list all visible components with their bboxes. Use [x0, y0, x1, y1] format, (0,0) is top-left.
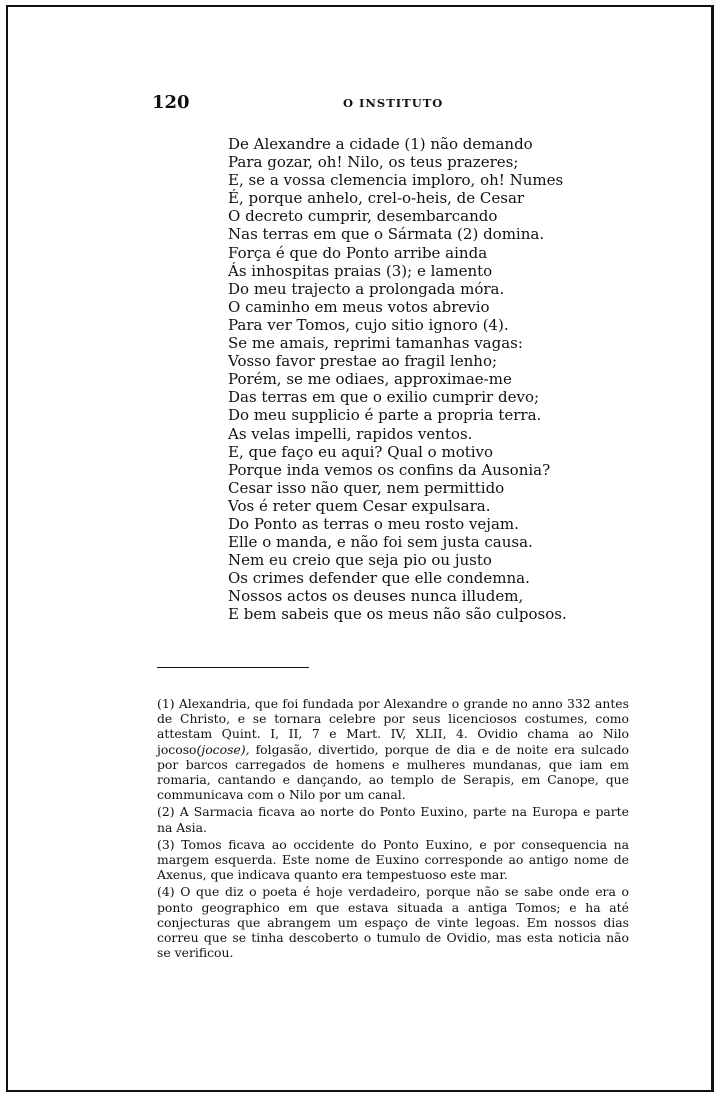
- footnote-1-text-b: folgasão, divertido, porque de dia e de noite era sulcado por barcos carregados de homens e mulheres mundanas, que iam em romaria, cantando e dançando, ao templo de Serapis, em Canope, que communicava com o Nilo por um canal.: [157, 741, 629, 803]
- page-header: [152, 92, 632, 116]
- poem-line: Vos é reter quem Cesar expulsara.: [228, 496, 491, 515]
- footnote-3: (3) Tomos ficava ao occidente do Ponto Euxino, e por consequencia na margem esquerda. Este nome de Euxino corresponde ao antigo nome de Axenus, que indicava quanto era tempestuoso este mar.: [157, 836, 629, 883]
- footnote-1-text-a: (1) Alexandria, que foi fundada por Alexandre o grande no anno 332 antes de Christo, e se tornara celebre por seus licenciosos costumes, como attestam Quint. I, II, 7 e Mart. IV, XLII, 4. Ovidio chama ao Nilo jocoso: [157, 696, 629, 757]
- poem-line: É, porque anhelo, crel-o-heis, de Cesar: [228, 189, 525, 208]
- footnote-divider: [157, 667, 309, 668]
- running-title: O INSTITUTO: [343, 96, 444, 110]
- poem-line: Força é que do Ponto arribe ainda: [228, 243, 488, 262]
- poem-line: De Alexandre a cidade (1) não demando: [228, 135, 533, 153]
- poem-line: Do meu supplicio é parte a propria terra.: [228, 406, 542, 425]
- poem-line: Ás inhospitas praias (3); e lamento: [228, 261, 493, 280]
- footnote-1-italic: (jocose),: [196, 741, 250, 757]
- poem: [228, 135, 628, 624]
- footnote-4: (4) O que diz o poeta é hoje verdadeiro, porque não se sabe onde era o ponto geographico em que estava situada a antiga Tomos; e ha até conjecturas que abrangem um espaço de vinte legoas. Em nossos dias correu que se tinha descoberto o tumulo de Ovidio, mas esta noticia não se verificou.: [157, 884, 629, 961]
- poem-line: Nossos actos os deuses nunca illudem,: [228, 587, 524, 606]
- poem-line: E, que faço eu aqui? Qual o motivo: [228, 442, 494, 461]
- poem-line: Nem eu creio que seja pio ou justo: [228, 551, 492, 570]
- poem-line: Para ver Tomos, cujo sitio ignoro (4).: [228, 315, 509, 334]
- footnotes: [157, 696, 629, 962]
- footnote-1: [157, 696, 629, 802]
- poem-line: Porque inda vemos os confins da Ausonia?: [228, 460, 551, 479]
- poem-line: Nas terras em que o Sármata (2) domina.: [228, 225, 545, 244]
- poem-line: Do meu trajecto a prolongada móra.: [228, 279, 505, 298]
- footnote-2: (2) A Sarmacia ficava ao norte do Ponto Euxino, parte na Europa e parte na Asia.: [157, 804, 629, 835]
- poem-line: E bem sabeis que os meus não são culposos.: [228, 605, 567, 624]
- poem-line: Cesar isso não quer, nem permittido: [228, 478, 505, 497]
- poem-line: Para gozar, oh! Nilo, os teus prazeres;: [228, 153, 519, 172]
- poem-line: Elle o manda, e não foi sem justa causa.: [228, 533, 533, 552]
- poem-line: Das terras em que o exilio cumprir devo;: [228, 388, 540, 407]
- poem-line: Porém, se me odiaes, approximae-me: [228, 370, 512, 389]
- poem-line: Os crimes defender que elle condemna.: [228, 569, 530, 588]
- poem-line: As velas impelli, rapidos ventos.: [228, 424, 473, 443]
- poem-line: Do Ponto as terras o meu rosto vejam.: [228, 514, 519, 533]
- poem-line: E, se a vossa clemencia imploro, oh! Numes: [228, 171, 564, 190]
- poem-line: O decreto cumprir, desembarcando: [228, 207, 498, 226]
- page-number: 120: [152, 92, 190, 113]
- poem-line: Se me amais, reprimi tamanhas vagas:: [228, 334, 523, 353]
- poem-line: Vosso favor prestae ao fragil lenho;: [228, 352, 498, 371]
- poem-line: O caminho em meus votos abrevio: [228, 297, 490, 316]
